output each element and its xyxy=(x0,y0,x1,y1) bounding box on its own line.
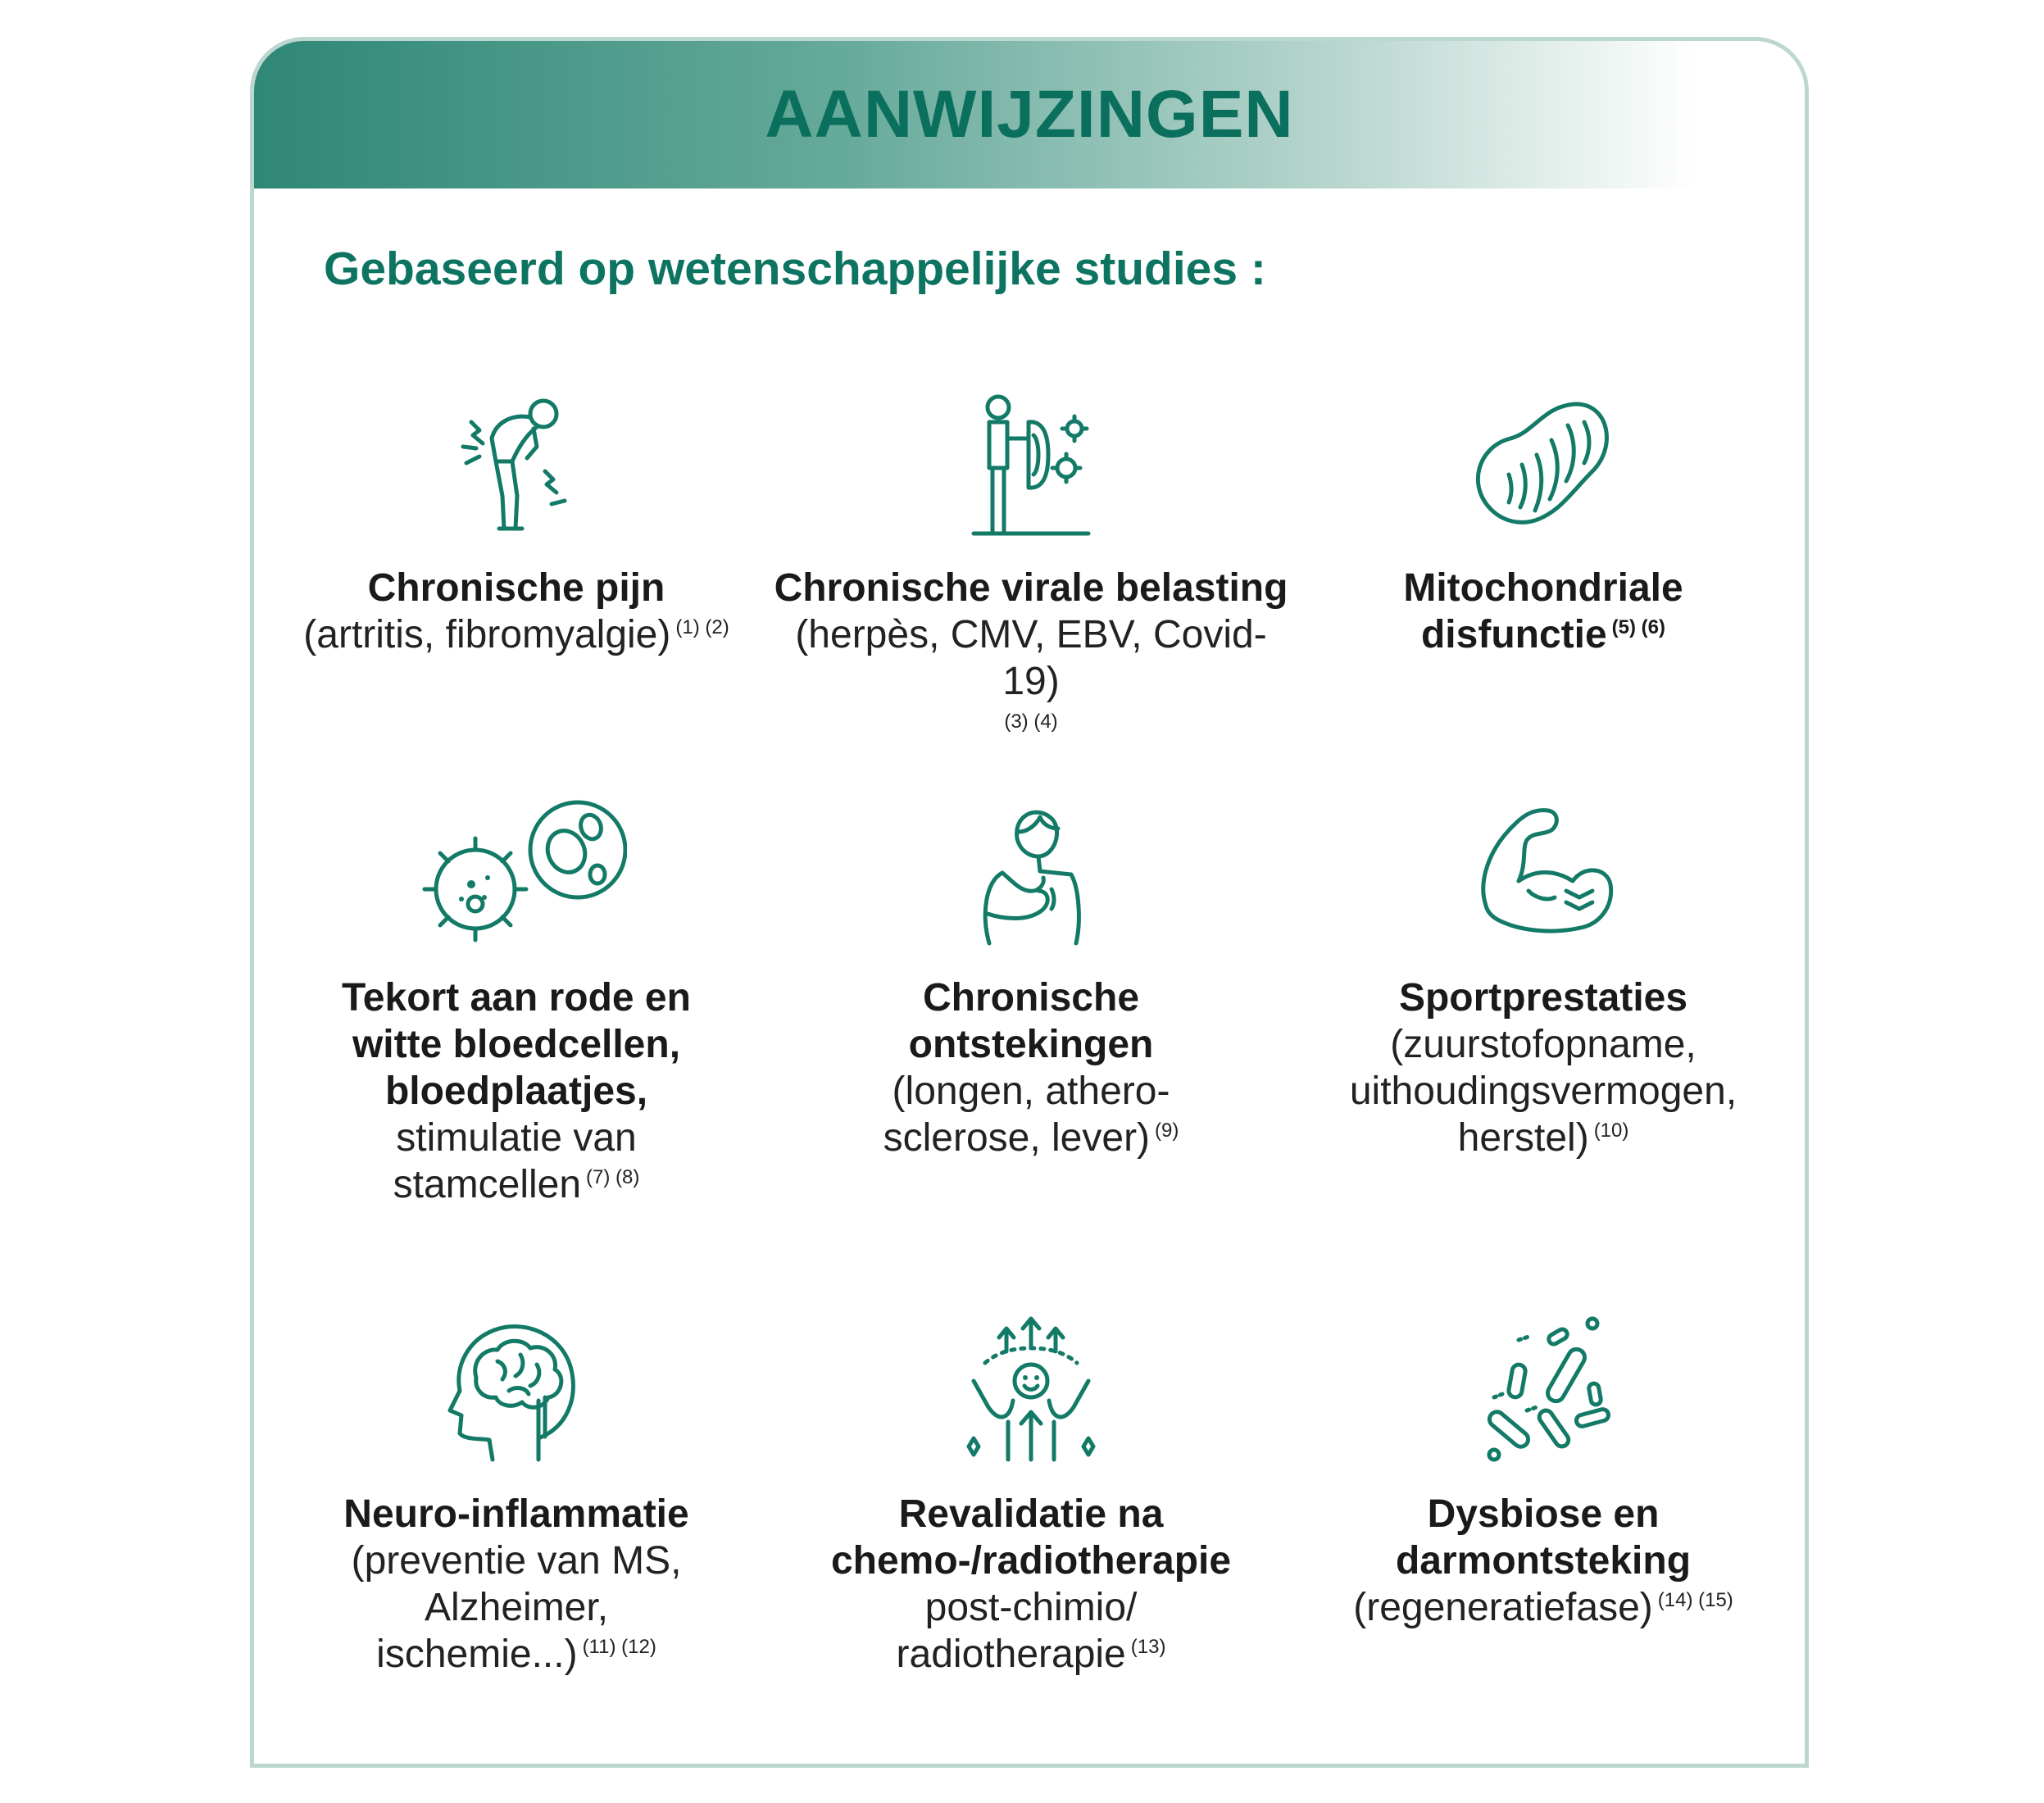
virus-shield-icon xyxy=(970,389,1092,537)
indication-inflammation xyxy=(769,799,1293,1161)
back-pain-icon xyxy=(455,389,578,537)
indication-title: Tekort aan rode en witte bloedcellen, bloedplaatjes, xyxy=(342,976,691,1113)
indication-title: Chronische pijn xyxy=(367,566,665,610)
indication-desc: (regeneratiefase) xyxy=(1353,1586,1653,1629)
inflammation-person-icon xyxy=(970,799,1092,947)
indication-mitochondria xyxy=(1281,389,1806,658)
indication-chronic-pain xyxy=(254,389,779,658)
indication-desc: (longen, athero- sclerose, lever) xyxy=(883,1070,1170,1160)
reference-numbers: (9) xyxy=(1155,1119,1179,1142)
indication-title: Sportprestaties xyxy=(1398,976,1688,1020)
indication-desc: (herpès, CMV, EBV, Covid-19) xyxy=(795,613,1267,703)
indication-dysbiosis xyxy=(1281,1315,1806,1631)
indication-desc: (preventie van MS, Alzheimer, ischemie...) xyxy=(351,1539,682,1676)
brain-head-icon xyxy=(447,1315,586,1463)
indication-title: Chronische virale belasting xyxy=(774,566,1288,610)
indication-neuro xyxy=(254,1315,779,1678)
reference-numbers: (7) (8) xyxy=(586,1166,640,1188)
indication-blood-cells xyxy=(254,799,779,1208)
indication-sport xyxy=(1281,799,1806,1161)
reference-numbers: (1) (2) xyxy=(675,616,729,638)
indications-card xyxy=(250,37,1809,1768)
indication-desc: post-chimio/ radiotherapie xyxy=(896,1586,1138,1676)
indication-title: Dysbiose en darmontsteking xyxy=(1395,1492,1692,1583)
indication-title: Neuro-inflammatie xyxy=(343,1492,689,1536)
indication-title: Revalidatie na chemo-/radiotherapie xyxy=(830,1492,1232,1583)
flexed-arm-icon xyxy=(1469,799,1617,947)
reference-numbers: (3) (4) xyxy=(1004,711,1058,733)
indication-title xyxy=(1281,565,1806,658)
indication-desc: (artritis, fibromyalgie) xyxy=(303,613,671,656)
indication-desc: stimulatie van stamcellen xyxy=(393,1116,637,1206)
reference-numbers: (10) xyxy=(1593,1119,1629,1142)
page-title: AANWIJZINGEN xyxy=(765,77,1294,152)
indication-title: Chronische ontstekingen xyxy=(908,976,1154,1066)
indication-title-text: Mitochondriale disfunctie xyxy=(1403,566,1683,656)
indication-desc: (zuurstofopname, uithoudingsvermogen, herstel) xyxy=(1349,1023,1737,1160)
bacteria-icon xyxy=(1469,1315,1617,1463)
mitochondria-icon xyxy=(1469,389,1617,537)
recovery-person-icon xyxy=(957,1315,1105,1463)
reference-numbers: (5) (6) xyxy=(1611,616,1666,638)
reference-numbers: (13) xyxy=(1130,1636,1166,1658)
subtitle: Gebaseerd op wetenschappelijke studies : xyxy=(324,243,1266,295)
reference-numbers: (11) (12) xyxy=(582,1636,656,1658)
reference-numbers: (14) (15) xyxy=(1657,1589,1733,1611)
indication-rehabilitation xyxy=(769,1315,1293,1678)
header-banner xyxy=(254,41,1805,188)
blood-cells-icon xyxy=(406,799,627,947)
indication-viral-load xyxy=(769,389,1293,734)
